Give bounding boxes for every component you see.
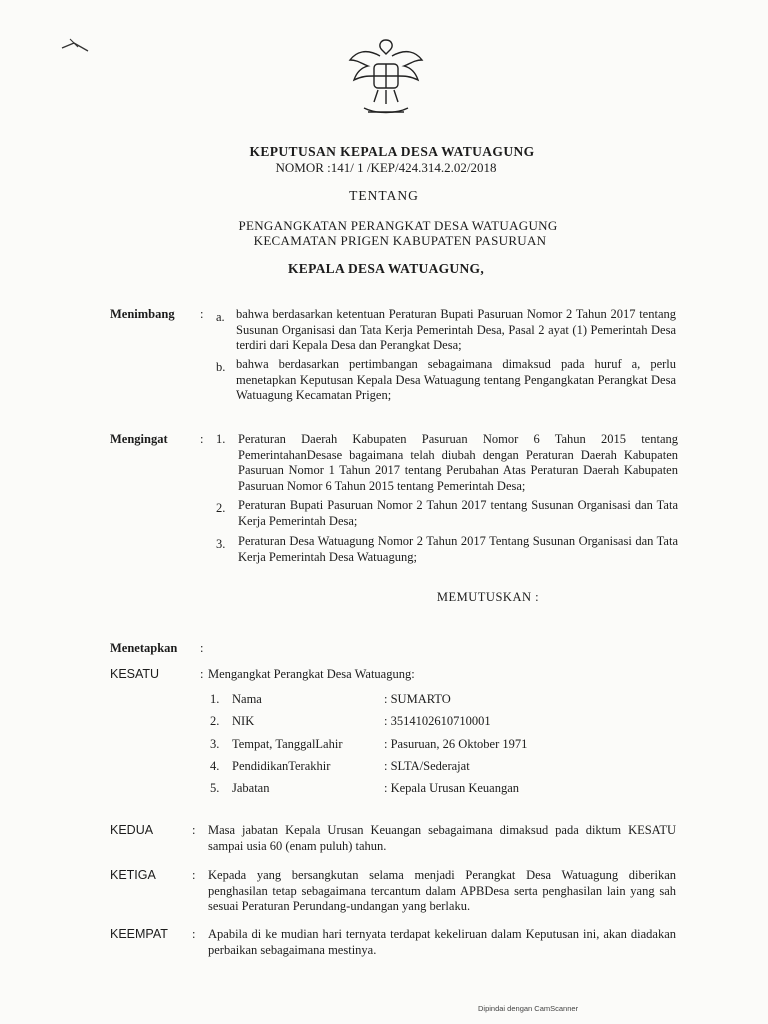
field-number: 3. bbox=[210, 737, 220, 751]
decree-issuer: KEPALA DESA WATUAGUNG, bbox=[287, 261, 484, 276]
decision-heading: MEMUTUSKAN : bbox=[436, 590, 540, 604]
mengingat-label: Mengingat bbox=[110, 432, 168, 446]
colon: : bbox=[200, 641, 204, 655]
field-name: Jabatan bbox=[232, 781, 270, 795]
colon: : bbox=[192, 868, 196, 882]
field-name: Tempat, TanggalLahir bbox=[232, 737, 343, 751]
field-name: Nama bbox=[232, 692, 262, 706]
field-number: 4. bbox=[210, 759, 220, 773]
field-value: : Kepala Urusan Keuangan bbox=[384, 781, 520, 795]
kedua-label: KEDUA bbox=[110, 823, 154, 837]
field-number: 5. bbox=[210, 781, 220, 795]
ketiga-label: KETIGA bbox=[110, 868, 156, 882]
kedua-text: Masa jabatan Kepala Urusan Keuangan sebagaimana dimaksud pada diktum KESATU sampai usia 60 (enam puluh) tahun. bbox=[208, 823, 676, 853]
decree-about: TENTANG bbox=[349, 188, 419, 203]
field-value: : Pasuruan, 26 Oktober 1971 bbox=[384, 737, 528, 751]
keempat-text: Apabila di ke mudian hari ternyata terdapat kekeliruan dalam Keputusan ini, akan diadakan perbaikan sebagaimana mestinya. bbox=[208, 927, 676, 957]
field-value: : SLTA/Sederajat bbox=[384, 759, 470, 773]
kesatu-label: KESATU bbox=[110, 667, 160, 681]
decree-subject-line1: PENGANGKATAN PERANGKAT DESA WATUAGUNG bbox=[238, 218, 558, 233]
item-marker: b. bbox=[216, 360, 226, 374]
colon: : bbox=[192, 927, 196, 941]
menimbang-label: Menimbang bbox=[110, 307, 175, 321]
item-marker: 2. bbox=[216, 501, 226, 515]
field-value: : SUMARTO bbox=[384, 692, 451, 706]
ketiga-text: Kepada yang bersangkutan selama menjadi Perangkat Desa Watuagung diberikan penghasilan tetap sebagaimana tercantum dalam APBDesa serta penghasilan lain yang sah sesuai Peraturan Perundang-undangan yang berlaku. bbox=[208, 868, 676, 913]
keempat-label: KEEMPAT bbox=[110, 927, 168, 941]
item-marker: 1. bbox=[216, 432, 226, 446]
field-name: PendidikanTerakhir bbox=[232, 759, 331, 773]
menetapkan-label: Menetapkan bbox=[110, 641, 178, 655]
garuda-emblem bbox=[340, 30, 432, 122]
field-name: NIK bbox=[232, 714, 255, 728]
pen-mark bbox=[58, 34, 94, 56]
item-marker: a. bbox=[216, 310, 225, 324]
colon: : bbox=[200, 432, 204, 446]
field-number: 1. bbox=[210, 692, 220, 706]
decree-title: KEPUTUSAN KEPALA DESA WATUAGUNG bbox=[249, 144, 535, 159]
item-marker: 3. bbox=[216, 537, 226, 551]
field-value: : 3514102610710001 bbox=[384, 714, 491, 728]
kesatu-text: Mengangkat Perangkat Desa Watuagung: bbox=[208, 667, 415, 681]
field-number: 2. bbox=[210, 714, 220, 728]
mengingat-item-1: Peraturan Daerah Kabupaten Pasuruan Nomor 6 Tahun 2015 tentang PemerintahanDesase bagaimana telah diubah dengan Peraturan Daerah Kabupaten Pasuruan Nomor 1 Tahun 2017 tentang Perubahan Atas Peraturan Daerah Kabupaten Pasuruan Nomor 6 Tahun 2015 tentang Pemerintah Desa; bbox=[238, 432, 678, 493]
menimbang-item-b: bahwa berdasarkan pertimbangan sebagaimana dimaksud pada huruf a, perlu menetapkan Keputusan Kepala Desa Watuagung tentang Pengangkatan Perangkat Desa Watuagung Kecamatan Prigen; bbox=[236, 357, 676, 402]
mengingat-item-3: Peraturan Desa Watuagung Nomor 2 Tahun 2017 Tentang Susunan Organisasi dan Tata Kerja Pemerintah Desa Watuagung; bbox=[238, 534, 678, 564]
colon: : bbox=[200, 667, 204, 681]
decree-subject-line2: KECAMATAN PRIGEN KABUPATEN PASURUAN bbox=[253, 233, 547, 248]
scanner-watermark: Dipindai dengan CamScanner bbox=[478, 1004, 579, 1013]
menimbang-item-a: bahwa berdasarkan ketentuan Peraturan Bupati Pasuruan Nomor 2 Tahun 2017 tentang Susunan Organisasi dan Tata Kerja Pemerintah Desa, Pasal 2 ayat (1) Pemerintah Desa terdiri dari Kepala Desa dan Perangkat Desa; bbox=[236, 307, 676, 352]
colon: : bbox=[200, 307, 204, 321]
decree-number: NOMOR :141/ 1 /KEP/424.314.2.02/2018 bbox=[275, 160, 497, 175]
colon: : bbox=[192, 823, 196, 837]
mengingat-item-2: Peraturan Bupati Pasuruan Nomor 2 Tahun 2017 tentang Susunan Organisasi dan Tata Kerja Pemerintah Desa; bbox=[238, 498, 678, 528]
